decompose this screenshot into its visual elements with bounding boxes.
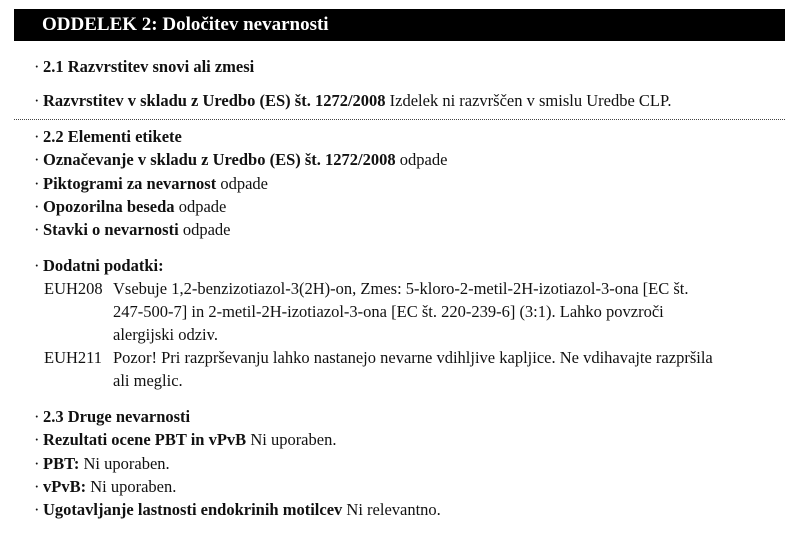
s23-item-value: Ni relevantno. bbox=[346, 500, 441, 519]
s22-item-value: odpade bbox=[220, 174, 269, 193]
section-divider bbox=[14, 119, 785, 120]
bullet: · bbox=[34, 256, 40, 275]
s23-heading-line bbox=[34, 406, 190, 428]
euh-description-line: Pozor! Pri razprševanju lahko nastanejo nevarne vdihljive kapljice. Ne vdihavajte razpršila bbox=[113, 348, 713, 367]
euh-description bbox=[113, 346, 785, 392]
s22-item bbox=[34, 219, 230, 241]
s23-item bbox=[34, 499, 441, 521]
s21-classification-label: Razvrstitev v skladu z Uredbo (ES) št. 1272/2008 bbox=[43, 91, 386, 110]
s23-item-label: Rezultati ocene PBT in vPvB bbox=[43, 430, 247, 449]
euh-description-line: alergijski odziv. bbox=[113, 325, 218, 344]
bullet: · bbox=[34, 91, 40, 110]
s22-heading: 2.2 Elementi etikete bbox=[43, 127, 182, 146]
s22-item-label: Označevanje v skladu z Uredbo (ES) št. 1272/2008 bbox=[43, 150, 396, 169]
bullet: · bbox=[34, 174, 40, 193]
bullet: · bbox=[34, 430, 40, 449]
s23-item-label: PBT: bbox=[43, 454, 80, 473]
s22-heading-line bbox=[34, 126, 182, 148]
bullet: · bbox=[34, 500, 40, 519]
bullet: · bbox=[34, 57, 40, 76]
s21-classification-value: Izdelek ni razvrščen v smislu Uredbe CLP. bbox=[389, 91, 672, 110]
s21-heading-line bbox=[34, 56, 254, 78]
bullet: · bbox=[34, 220, 40, 239]
bullet: · bbox=[34, 454, 40, 473]
section-header-bar bbox=[14, 9, 785, 41]
s22-item-label: Piktogrami za nevarnost bbox=[43, 174, 217, 193]
bullet: · bbox=[34, 197, 40, 216]
s23-heading: 2.3 Druge nevarnosti bbox=[43, 407, 191, 426]
s22-item-value: odpade bbox=[182, 220, 231, 239]
bullet: · bbox=[34, 477, 40, 496]
euh-description-line: ali meglic. bbox=[113, 371, 183, 390]
euh-code: EUH211 bbox=[44, 348, 103, 367]
s22-additional-heading-line bbox=[34, 255, 164, 277]
s23-item-value: Ni uporaben. bbox=[90, 477, 177, 496]
s23-item-value: Ni uporaben. bbox=[250, 430, 337, 449]
s23-item-label: vPvB: bbox=[43, 477, 87, 496]
s23-item-value: Ni uporaben. bbox=[83, 454, 170, 473]
s23-item bbox=[34, 476, 176, 498]
bullet: · bbox=[34, 150, 40, 169]
bullet: · bbox=[34, 407, 40, 426]
s21-heading: 2.1 Razvrstitev snovi ali zmesi bbox=[43, 57, 255, 76]
s22-item-value: odpade bbox=[178, 197, 227, 216]
s21-classification-line bbox=[34, 90, 671, 112]
s22-item-label: Opozorilna beseda bbox=[43, 197, 175, 216]
euh-description-line: Vsebuje 1,2-benzizotiazol-3(2H)-on, Zmes: 5-kloro-2-metil-2H-izotiazol-3-ona [EC št. bbox=[113, 279, 689, 298]
s22-item bbox=[34, 173, 268, 195]
s22-item bbox=[34, 149, 447, 171]
section-title: ODDELEK 2: Določitev nevarnosti bbox=[42, 14, 329, 35]
s22-item-label: Stavki o nevarnosti bbox=[43, 220, 179, 239]
bullet: · bbox=[34, 127, 40, 146]
euh-description-line: 247-500-7] in 2-metil-2H-izotiazol-3-ona [EC št. 220-239-6] (3:1). Lahko povzroči bbox=[113, 302, 664, 321]
s22-item bbox=[34, 196, 226, 218]
euh-description bbox=[113, 277, 785, 346]
s23-item bbox=[34, 429, 336, 451]
s22-additional-label: Dodatni podatki: bbox=[43, 256, 164, 275]
euh-code: EUH208 bbox=[44, 279, 103, 298]
s23-item bbox=[34, 453, 170, 475]
s23-item-label: Ugotavljanje lastnosti endokrinih motilcev bbox=[43, 500, 343, 519]
s22-item-value: odpade bbox=[399, 150, 448, 169]
